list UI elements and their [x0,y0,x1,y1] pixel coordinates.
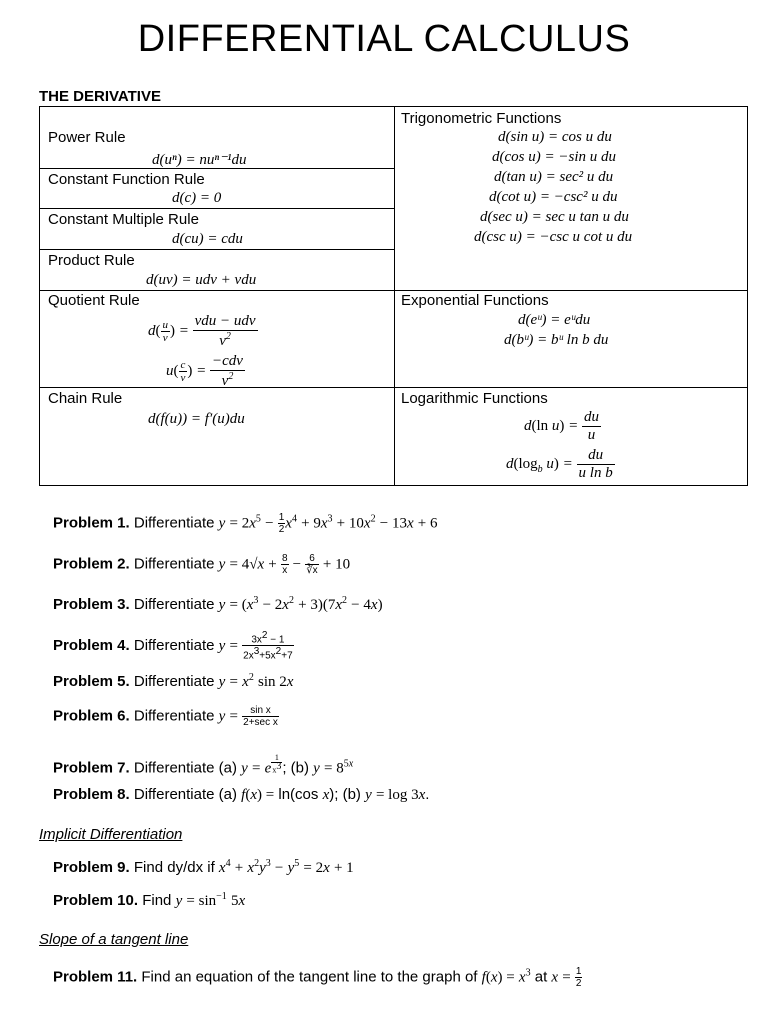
exponential-functions-label: Exponential Functions [401,292,549,309]
problem-text: Differentiate [133,786,215,803]
problem-11: Problem 11. Find an equation of the tangent line to the graph of $f(x) = x^3$ at x = $\frac{1}{2}$ [53,966,582,989]
problem-4: Problem 4. Differentiate y = $\frac{3x^2 - 1}{2x^3+5x^2+7}$ [53,630,293,662]
problem-2: Problem 2. Differentiate y = 4√x + $\frac{8}{x}$ − $\frac{6}{∛x}$ + 10 [53,553,351,576]
trig-formula-sin: d(sin u) = cos u du [498,129,612,145]
problem-5: Problem 5. Differentiate $y = x^2$ sin 2x [53,672,294,690]
constant-multiple-rule-label: Constant Multiple Rule [48,211,199,228]
problem-label: Problem 9. [53,859,130,876]
section-heading: THE DERIVATIVE [39,88,161,105]
problem-text: Find [142,892,172,909]
quotient-rule-formula-2: u( $\frac{c}{v}$ ) = $\frac{\text{−cdv}}{v^2}$ [166,353,243,389]
row-divider [40,249,394,250]
implicit-differentiation-heading: Implicit Differentiation [39,826,183,843]
page-title: DIFFERENTIAL CALCULUS [137,18,631,60]
problem-text: Differentiate [133,596,215,613]
problem-label: Problem 3. [53,596,130,613]
problem-label: Problem 8. [53,786,130,803]
chain-rule-formula: d(f(u)) = f′(u)du [148,411,245,427]
logarithmic-functions-label: Logarithmic Functions [401,390,548,407]
problem-text: Differentiate [133,759,215,777]
row-divider [40,290,748,291]
log-formula-ln: d(ln u) = $\frac{du}{u}$ [524,409,600,443]
trig-formula-sec: d(sec u) = sec u tan u du [480,209,629,225]
problem-label: Problem 6. [53,707,130,725]
problem-8: Problem 8. Differentiate (a) f(x) = ln(cos x); (b) y = log 3x. [53,786,430,803]
problem-1: Problem 1. Differentiate $y = 2x^5$ − $\frac{1}{2}$ $x^4 + 9x^3 + 10x^2 - 13x + 6$ [53,512,438,535]
constant-rule-formula: d(c) = 0 [172,190,222,206]
product-rule-formula: d(uv) = udv + vdu [146,272,257,288]
trig-formula-tan: d(tan u) = sec² u du [494,169,614,185]
product-rule-label: Product Rule [48,252,135,269]
problem-text: Find an equation of the tangent line to the graph of [141,968,478,986]
trig-formula-cot: d(cot u) = −csc² u du [489,189,618,205]
quotient-rule-formula-1: d( $\frac{u}{v}$ ) = $\frac{\text{vdu − udv}}{v^2}$ [148,313,256,349]
problem-text: Differentiate [133,636,215,654]
constant-rule-label: Constant Function Rule [48,171,205,188]
problem-label: Problem 7. [53,759,130,777]
problem-label: Problem 5. [53,673,130,690]
problem-6: Problem 6. Differentiate y = $\frac{\text{sin x}}{\text{2+sec x}}$ [53,705,278,728]
trig-functions-label: Trigonometric Functions [401,110,562,127]
problem-text: Find dy/dx if [133,859,215,876]
constant-multiple-rule-formula: d(cu) = cdu [172,231,243,247]
problem-7: Problem 7. Differentiate (a) y = e $^{\frac{1}{x^3}}$ ; (b) $y = 8^{5x}$ [53,753,354,777]
problem-text: Differentiate [133,514,215,532]
trig-formula-csc: d(csc u) = −csc u cot u du [474,229,633,245]
power-rule-label: Power Rule [48,129,126,146]
problem-9: Problem 9. Find dy/dx if $x^4 + x^2y^3 - y^5 = 2x + 1$ [53,858,354,876]
power-rule-formula: d(uⁿ) = nuⁿ⁻¹du [152,152,247,168]
derivative-rules-table [39,106,748,486]
problem-label: Problem 10. [53,892,139,909]
problem-label: Problem 2. [53,555,130,573]
row-divider [40,387,748,388]
chain-rule-label: Chain Rule [48,390,123,407]
problem-text: Differentiate [133,555,215,573]
row-divider [40,208,394,209]
slope-tangent-heading: Slope of a tangent line [39,931,189,948]
problem-text: Differentiate [133,673,215,690]
exponential-formula-b: d(bᵘ) = bᵘ ln b du [504,332,609,348]
quotient-rule-label: Quotient Rule [48,292,140,309]
problem-10: Problem 10. Find $y = \sin^{-1} 5x$ [53,891,246,909]
problem-label: Problem 1. [53,514,130,532]
problem-label: Problem 11. [53,968,138,986]
trig-formula-cos: d(cos u) = −sin u du [492,149,616,165]
problem-text: Differentiate [133,707,215,725]
column-divider [394,107,395,485]
problem-3: Problem 3. Differentiate $y = (x^3 - 2x^2 + 3)(7x^2 - 4x)$ [53,595,383,613]
problem-label: Problem 4. [53,636,130,654]
log-formula-logb: $d(\log_b$ u) = $\frac{du}{\text{u ln b}}$ [506,447,613,481]
exponential-formula-e: d(eᵘ) = eᵘdu [518,312,591,328]
